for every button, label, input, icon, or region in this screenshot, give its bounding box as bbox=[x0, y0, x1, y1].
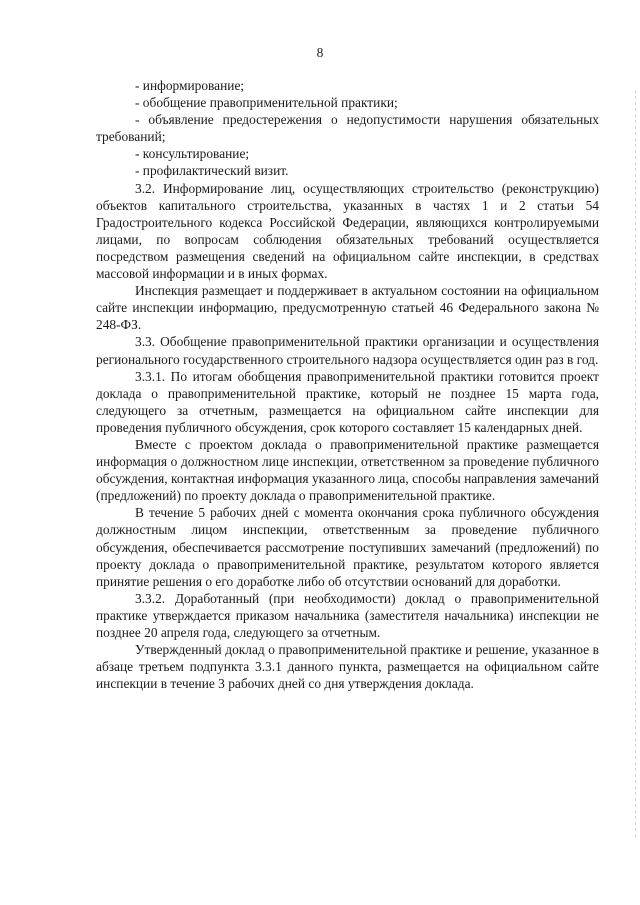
paragraph: 3.3.1. По итогам обобщения правоприменительной практики готовится проект доклада о правоприменительной практике, который не позднее 15 марта года, следующего за отчетным, размещается на официальном сайте инспекции для проведения публичного обсуждения, срок которого составляет 15 календарных дней. bbox=[96, 368, 599, 435]
list-item: - обобщение правоприменительной практики; bbox=[135, 95, 398, 111]
paragraph: 3.3. Обобщение правоприменительной практики организации и осуществления регионального государственного строительного надзора осуществляется один раз в год. bbox=[96, 334, 599, 367]
list-item: - объявление предостережения о недопустимости нарушения обязательных требований; bbox=[96, 112, 599, 145]
list-item: - профилактический визит. bbox=[135, 163, 289, 179]
paragraph: Утвержденный доклад о правоприменительной практике и решение, указанное в абзаце третьем подпункта 3.3.1 данного пункта, размещается на официальном сайте инспекции в течение 3 рабочих дней со дня утверждения доклада. bbox=[96, 642, 599, 692]
paragraph: В течение 5 рабочих дней с момента окончания срока публичного обсуждения должностным лицом инспекции, ответственным за проведение публичного обсуждения, обеспечивается рассмотрение поступивших замечаний (предложений) по проекту доклада о правоприменительной практике, результатом которого является принятие решения о его доработке либо об отсутствии оснований для доработки. bbox=[96, 505, 599, 589]
list-item: - информирование; bbox=[135, 78, 245, 93]
scan-edge bbox=[635, 90, 636, 840]
paragraph: Вместе с проектом доклада о правоприменительной практике размещается информация о должностном лице инспекции, ответственном за проведение публичного обсуждения, контактная информация указанного лица, способы направления замечаний (предложений) по проекту доклада о правоприменительной практике. bbox=[96, 436, 599, 504]
paragraph: 3.3.2. Доработанный (при необходимости) доклад о правоприменительной практике утверждается приказом начальника (заместителя начальника) инспекции не позднее 20 апреля года, следующего за отчетным. bbox=[96, 590, 599, 640]
paragraph: Инспекция размещает и поддерживает в актуальном состоянии на официальном сайте инспекции информацию, предусмотренную статьей 46 Федерального закона № 248-ФЗ. bbox=[96, 283, 599, 333]
list-item: - консультирование; bbox=[135, 146, 250, 162]
document-body bbox=[96, 77, 599, 692]
page-number: 8 bbox=[316, 45, 324, 60]
paragraph: 3.2. Информирование лиц, осуществляющих строительство (реконструкцию) объектов капитального строительства, указанных в частях 1 и 2 статьи 54 Градостроительного кодекса Российской Федерации, являющихся контролируемыми лицами, по вопросам соблюдения обязательных требований осуществляется посредством размещения сведений на официальном сайте инспекции, в средствах массовой информации и в иных формах. bbox=[96, 180, 599, 282]
